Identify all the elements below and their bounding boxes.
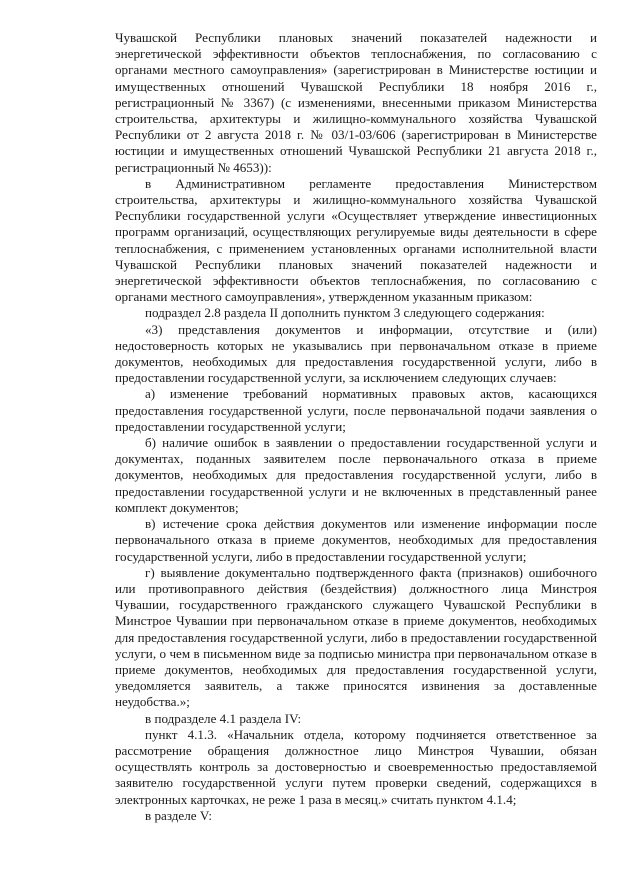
paragraph-7: в) истечение срока действия документов или изменение информации после первоначального отказа в приеме документов, необходимых для предоставления государственной услуги, либо в предоставлении государственной услуги; xyxy=(115,516,597,564)
paragraph-2: в Административном регламенте предоставления Министерством строительства, архитектуры и жилищно-коммунального хозяйства Чувашской Республики государственной услуги «Осуществляет утверждение инвестиционных программ организаций, осуществляющих регулируемые виды деятельности в сфере теплоснабжения, с применением установленных органами исполнительной власти Чувашской Республики плановых значений показателей надежности и энергетической эффективности объектов теплоснабжения, по согласованию с органами местного самоуправления», утвержденном указанным приказом: xyxy=(115,175,597,305)
document-page xyxy=(115,30,597,824)
paragraph-9: в подразделе 4.1 раздела IV: xyxy=(145,710,302,726)
paragraph-4: «3) представления документов и информации, отсутствие и (или) недостоверность которых не указывались при первоначальном отказе в приеме документов, необходимых для предоставления государственной услуги, либо в предоставлении государственной услуги, за исключением следующих случаев: xyxy=(115,321,597,386)
paragraph-6: б) наличие ошибок в заявлении о предоставлении государственной услуги и документах, поданных заявителем после первоначального отказа в приеме документов, необходимых для предоставления государственной услуги, либо в предоставлении государственной услуги и не включенных в представленный ранее комплект документов; xyxy=(115,435,597,515)
paragraph-5: а) изменение требований нормативных правовых актов, касающихся предоставления государственной услуги, после первоначальной подачи заявления о предоставлении государственной услуги; xyxy=(115,386,597,434)
paragraph-1: Чувашской Республики плановых значений показателей надежности и энергетической эффективности объектов теплоснабжения, по согласованию с органами местного самоуправления» (зарегистрирован в Министерстве юстиции и имущественных отношений Чувашской Республики 18 ноября 2016 г., регистрационный № 3367) (с изменениями, внесенными приказом Министерства строительства, архитектуры и жилищно-коммунального хозяйства Чувашской Республики от 2 августа 2018 г. № 03/1-03/606 (зарегистрирован в Министерстве юстиции и имущественных отношений Чувашской Республики 21 августа 2018 г., регистрационный № 4653)): xyxy=(115,30,597,175)
paragraph-10: пункт 4.1.3. «Начальник отдела, которому подчиняется ответственное за рассмотрение обращения должностное лицо Минстроя Чувашии, обязан осуществлять контроль за достоверностью и своевременностью предоставляемой заявителю государственной услуги путем проверки сведений, содержащихся в электронных карточках, не реже 1 раза в месяц.» считать пунктом 4.1.4; xyxy=(115,726,597,807)
paragraph-3: подраздел 2.8 раздела II дополнить пунктом 3 следующего содержания: xyxy=(145,305,545,321)
paragraph-8: г) выявление документально подтвержденного факта (признаков) ошибочного или противоправного действия (бездействия) должностного лица Минстроя Чувашии, государственного гражданского служащего Чувашской Республики в Минстрое Чувашии при первоначальном отказе в приеме документов, необходимых для предоставления государственной услуги, либо в предоставлении государственной услуги, о чем в письменном виде за подписью министра при первоначальном отказе в приеме документов, необходимых для предоставления государственной услуги, уведомляется заявитель, а также приносятся извинения за доставленные неудобства.»; xyxy=(115,564,597,710)
paragraph-11: в разделе V: xyxy=(145,807,212,823)
